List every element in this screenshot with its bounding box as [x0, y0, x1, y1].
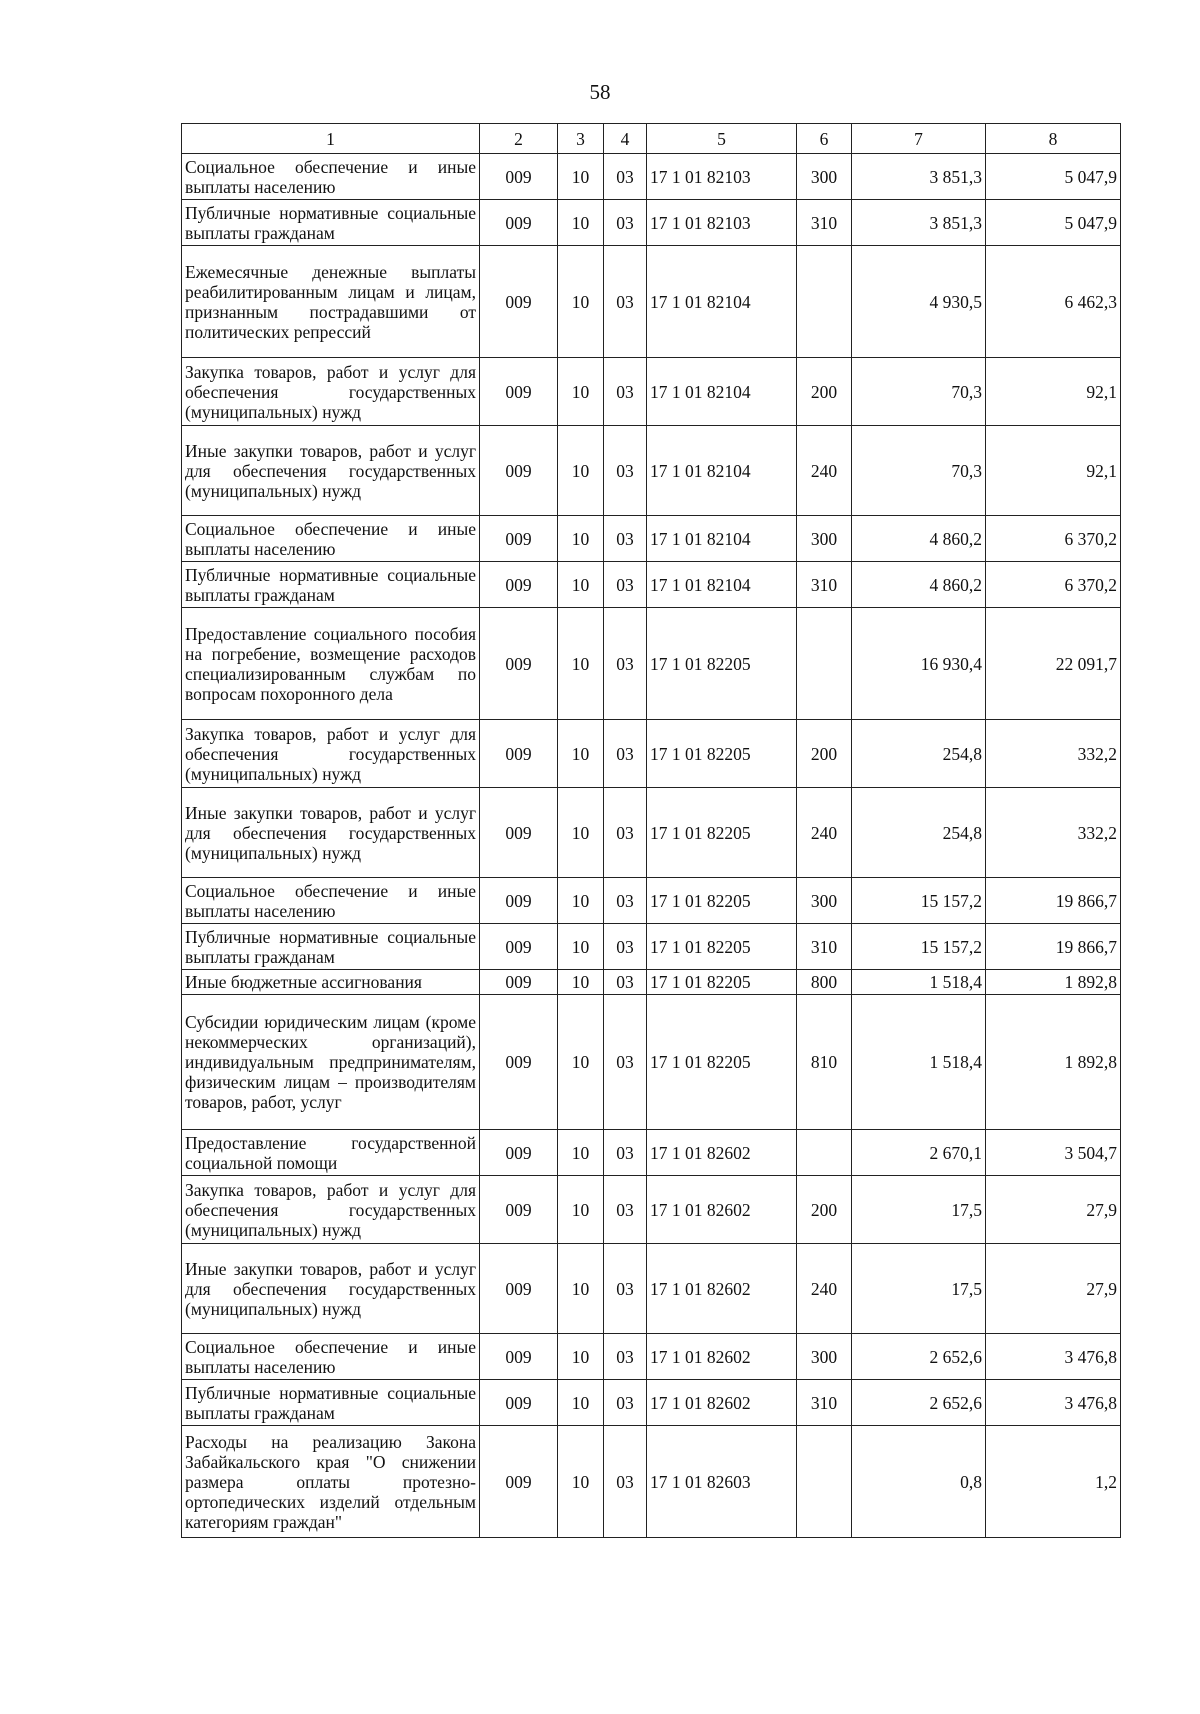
table-row — [182, 788, 1121, 878]
row-name: Публичные нормативные социальные выплаты гражданам — [182, 562, 480, 608]
target-article-code: 17 1 01 82602 — [647, 1380, 797, 1426]
chapter-code: 009 — [480, 1426, 558, 1538]
row-name: Социальное обеспечение и иные выплаты населению — [182, 878, 480, 924]
subsection-code: 03 — [604, 788, 647, 878]
expense-type-code: 310 — [797, 200, 852, 246]
amount-year-2: 92,1 — [986, 358, 1121, 426]
table-row — [182, 246, 1121, 358]
col-header: 3 — [558, 124, 604, 154]
subsection-code: 03 — [604, 246, 647, 358]
table-row — [182, 562, 1121, 608]
row-name: Расходы на реализацию Закона Забайкальского края "О снижении размера оплаты протезно-ортопедических изделий отдельным категориям граждан" — [182, 1426, 480, 1538]
section-code: 10 — [558, 1176, 604, 1244]
expense-type-code: 310 — [797, 1380, 852, 1426]
section-code: 10 — [558, 1334, 604, 1380]
chapter-code: 009 — [480, 562, 558, 608]
col-header: 4 — [604, 124, 647, 154]
amount-year-2: 6 370,2 — [986, 562, 1121, 608]
expense-type-code: 240 — [797, 788, 852, 878]
subsection-code: 03 — [604, 1380, 647, 1426]
row-name: Публичные нормативные социальные выплаты гражданам — [182, 200, 480, 246]
section-code: 10 — [558, 878, 604, 924]
subsection-code: 03 — [604, 995, 647, 1130]
amount-year-1: 70,3 — [852, 358, 986, 426]
amount-year-2: 3 504,7 — [986, 1130, 1121, 1176]
subsection-code: 03 — [604, 970, 647, 995]
amount-year-1: 2 670,1 — [852, 1130, 986, 1176]
expense-type-code: 300 — [797, 1334, 852, 1380]
expense-type-code: 310 — [797, 562, 852, 608]
section-code: 10 — [558, 1380, 604, 1426]
chapter-code: 009 — [480, 1380, 558, 1426]
target-article-code: 17 1 01 82602 — [647, 1334, 797, 1380]
page-number: 58 — [589, 80, 611, 104]
amount-year-2: 92,1 — [986, 426, 1121, 516]
budget-table — [181, 123, 1121, 1538]
expense-type-code: 200 — [797, 1176, 852, 1244]
target-article-code: 17 1 01 82104 — [647, 358, 797, 426]
amount-year-1: 2 652,6 — [852, 1334, 986, 1380]
table-row — [182, 426, 1121, 516]
expense-type-code: 240 — [797, 426, 852, 516]
amount-year-1: 4 860,2 — [852, 562, 986, 608]
chapter-code: 009 — [480, 516, 558, 562]
amount-year-2: 1 892,8 — [986, 970, 1121, 995]
expense-type-code: 810 — [797, 995, 852, 1130]
amount-year-2: 5 047,9 — [986, 200, 1121, 246]
row-name: Ежемесячные денежные выплаты реабилитированным лицам и лицам, признанным пострадавшими от политических репрессий — [182, 246, 480, 358]
target-article-code: 17 1 01 82205 — [647, 788, 797, 878]
chapter-code: 009 — [480, 970, 558, 995]
chapter-code: 009 — [480, 608, 558, 720]
amount-year-2: 19 866,7 — [986, 924, 1121, 970]
chapter-code: 009 — [480, 1244, 558, 1334]
target-article-code: 17 1 01 82104 — [647, 516, 797, 562]
amount-year-2: 6 462,3 — [986, 246, 1121, 358]
amount-year-1: 16 930,4 — [852, 608, 986, 720]
target-article-code: 17 1 01 82602 — [647, 1244, 797, 1334]
target-article-code: 17 1 01 82205 — [647, 970, 797, 995]
amount-year-1: 70,3 — [852, 426, 986, 516]
amount-year-2: 332,2 — [986, 720, 1121, 788]
chapter-code: 009 — [480, 200, 558, 246]
amount-year-1: 3 851,3 — [852, 154, 986, 200]
section-code: 10 — [558, 154, 604, 200]
row-name: Публичные нормативные социальные выплаты гражданам — [182, 924, 480, 970]
expense-type-code: 300 — [797, 878, 852, 924]
target-article-code: 17 1 01 82103 — [647, 200, 797, 246]
chapter-code: 009 — [480, 720, 558, 788]
amount-year-1: 15 157,2 — [852, 924, 986, 970]
amount-year-1: 3 851,3 — [852, 200, 986, 246]
table-row — [182, 1130, 1121, 1176]
target-article-code: 17 1 01 82104 — [647, 246, 797, 358]
amount-year-1: 254,8 — [852, 720, 986, 788]
subsection-code: 03 — [604, 1334, 647, 1380]
amount-year-2: 332,2 — [986, 788, 1121, 878]
amount-year-1: 4 860,2 — [852, 516, 986, 562]
amount-year-2: 3 476,8 — [986, 1380, 1121, 1426]
table-row — [182, 995, 1121, 1130]
subsection-code: 03 — [604, 426, 647, 516]
row-name: Закупка товаров, работ и услуг для обеспечения государственных (муниципальных) нужд — [182, 358, 480, 426]
section-code: 10 — [558, 1130, 604, 1176]
subsection-code: 03 — [604, 562, 647, 608]
expense-type-code — [797, 608, 852, 720]
chapter-code: 009 — [480, 154, 558, 200]
row-name: Публичные нормативные социальные выплаты гражданам — [182, 1380, 480, 1426]
section-code: 10 — [558, 1426, 604, 1538]
amount-year-2: 6 370,2 — [986, 516, 1121, 562]
chapter-code: 009 — [480, 1130, 558, 1176]
table-row — [182, 1426, 1121, 1538]
subsection-code: 03 — [604, 1176, 647, 1244]
amount-year-2: 1,2 — [986, 1426, 1121, 1538]
table-row — [182, 358, 1121, 426]
chapter-code: 009 — [480, 426, 558, 516]
target-article-code: 17 1 01 82603 — [647, 1426, 797, 1538]
chapter-code: 009 — [480, 995, 558, 1130]
col-header: 6 — [797, 124, 852, 154]
section-code: 10 — [558, 608, 604, 720]
subsection-code: 03 — [604, 608, 647, 720]
target-article-code: 17 1 01 82103 — [647, 154, 797, 200]
expense-type-code: 240 — [797, 1244, 852, 1334]
amount-year-1: 2 652,6 — [852, 1380, 986, 1426]
subsection-code: 03 — [604, 1130, 647, 1176]
row-name: Закупка товаров, работ и услуг для обеспечения государственных (муниципальных) нужд — [182, 1176, 480, 1244]
table-row — [182, 970, 1121, 995]
chapter-code: 009 — [480, 358, 558, 426]
table-header-row — [182, 124, 1121, 154]
subsection-code: 03 — [604, 1426, 647, 1538]
amount-year-1: 254,8 — [852, 788, 986, 878]
section-code: 10 — [558, 200, 604, 246]
row-name: Иные закупки товаров, работ и услуг для обеспечения государственных (муниципальных) нужд — [182, 788, 480, 878]
amount-year-1: 17,5 — [852, 1244, 986, 1334]
row-name: Субсидии юридическим лицам (кроме некоммерческих организаций), индивидуальным предпринимателям, физическим лицам – производителям товаров, работ, услуг — [182, 995, 480, 1130]
subsection-code: 03 — [604, 720, 647, 788]
table-row — [182, 878, 1121, 924]
section-code: 10 — [558, 562, 604, 608]
chapter-code: 009 — [480, 788, 558, 878]
target-article-code: 17 1 01 82205 — [647, 720, 797, 788]
subsection-code: 03 — [604, 200, 647, 246]
expense-type-code — [797, 246, 852, 358]
table-row — [182, 608, 1121, 720]
section-code: 10 — [558, 720, 604, 788]
row-name: Социальное обеспечение и иные выплаты населению — [182, 516, 480, 562]
amount-year-2: 5 047,9 — [986, 154, 1121, 200]
section-code: 10 — [558, 246, 604, 358]
row-name: Социальное обеспечение и иные выплаты населению — [182, 1334, 480, 1380]
amount-year-1: 1 518,4 — [852, 995, 986, 1130]
target-article-code: 17 1 01 82602 — [647, 1176, 797, 1244]
target-article-code: 17 1 01 82602 — [647, 1130, 797, 1176]
section-code: 10 — [558, 358, 604, 426]
expense-type-code: 300 — [797, 516, 852, 562]
col-header: 8 — [986, 124, 1121, 154]
subsection-code: 03 — [604, 1244, 647, 1334]
row-name: Закупка товаров, работ и услуг для обеспечения государственных (муниципальных) нужд — [182, 720, 480, 788]
subsection-code: 03 — [604, 516, 647, 562]
subsection-code: 03 — [604, 358, 647, 426]
row-name: Социальное обеспечение и иные выплаты населению — [182, 154, 480, 200]
table-row — [182, 516, 1121, 562]
amount-year-1: 4 930,5 — [852, 246, 986, 358]
row-name: Предоставление социального пособия на погребение, возмещение расходов специализированным службам по вопросам похоронного дела — [182, 608, 480, 720]
section-code: 10 — [558, 516, 604, 562]
target-article-code: 17 1 01 82104 — [647, 426, 797, 516]
chapter-code: 009 — [480, 924, 558, 970]
chapter-code: 009 — [480, 246, 558, 358]
section-code: 10 — [558, 426, 604, 516]
section-code: 10 — [558, 1244, 604, 1334]
section-code: 10 — [558, 924, 604, 970]
amount-year-1: 0,8 — [852, 1426, 986, 1538]
table-row — [182, 154, 1121, 200]
subsection-code: 03 — [604, 924, 647, 970]
row-name: Иные закупки товаров, работ и услуг для обеспечения государственных (муниципальных) нужд — [182, 1244, 480, 1334]
row-name: Иные закупки товаров, работ и услуг для обеспечения государственных (муниципальных) нужд — [182, 426, 480, 516]
subsection-code: 03 — [604, 154, 647, 200]
expense-type-code: 200 — [797, 720, 852, 788]
expense-type-code — [797, 1130, 852, 1176]
table-row — [182, 1244, 1121, 1334]
subsection-code: 03 — [604, 878, 647, 924]
target-article-code: 17 1 01 82205 — [647, 878, 797, 924]
row-name: Предоставление государственной социальной помощи — [182, 1130, 480, 1176]
amount-year-2: 27,9 — [986, 1176, 1121, 1244]
amount-year-2: 27,9 — [986, 1244, 1121, 1334]
col-header: 1 — [182, 124, 480, 154]
amount-year-1: 15 157,2 — [852, 878, 986, 924]
chapter-code: 009 — [480, 878, 558, 924]
table-row — [182, 924, 1121, 970]
expense-type-code: 200 — [797, 358, 852, 426]
expense-type-code: 300 — [797, 154, 852, 200]
expense-type-code: 310 — [797, 924, 852, 970]
target-article-code: 17 1 01 82205 — [647, 608, 797, 720]
table-row — [182, 200, 1121, 246]
amount-year-1: 17,5 — [852, 1176, 986, 1244]
target-article-code: 17 1 01 82205 — [647, 995, 797, 1130]
section-code: 10 — [558, 970, 604, 995]
section-code: 10 — [558, 788, 604, 878]
amount-year-1: 1 518,4 — [852, 970, 986, 995]
amount-year-2: 1 892,8 — [986, 995, 1121, 1130]
row-name: Иные бюджетные ассигнования — [182, 970, 480, 995]
target-article-code: 17 1 01 82205 — [647, 924, 797, 970]
table-row — [182, 720, 1121, 788]
expense-type-code — [797, 1426, 852, 1538]
amount-year-2: 19 866,7 — [986, 878, 1121, 924]
col-header: 2 — [480, 124, 558, 154]
chapter-code: 009 — [480, 1334, 558, 1380]
col-header: 7 — [852, 124, 986, 154]
table-row — [182, 1334, 1121, 1380]
col-header: 5 — [647, 124, 797, 154]
amount-year-2: 3 476,8 — [986, 1334, 1121, 1380]
table-row — [182, 1380, 1121, 1426]
table-row — [182, 1176, 1121, 1244]
chapter-code: 009 — [480, 1176, 558, 1244]
section-code: 10 — [558, 995, 604, 1130]
expense-type-code: 800 — [797, 970, 852, 995]
amount-year-2: 22 091,7 — [986, 608, 1121, 720]
target-article-code: 17 1 01 82104 — [647, 562, 797, 608]
